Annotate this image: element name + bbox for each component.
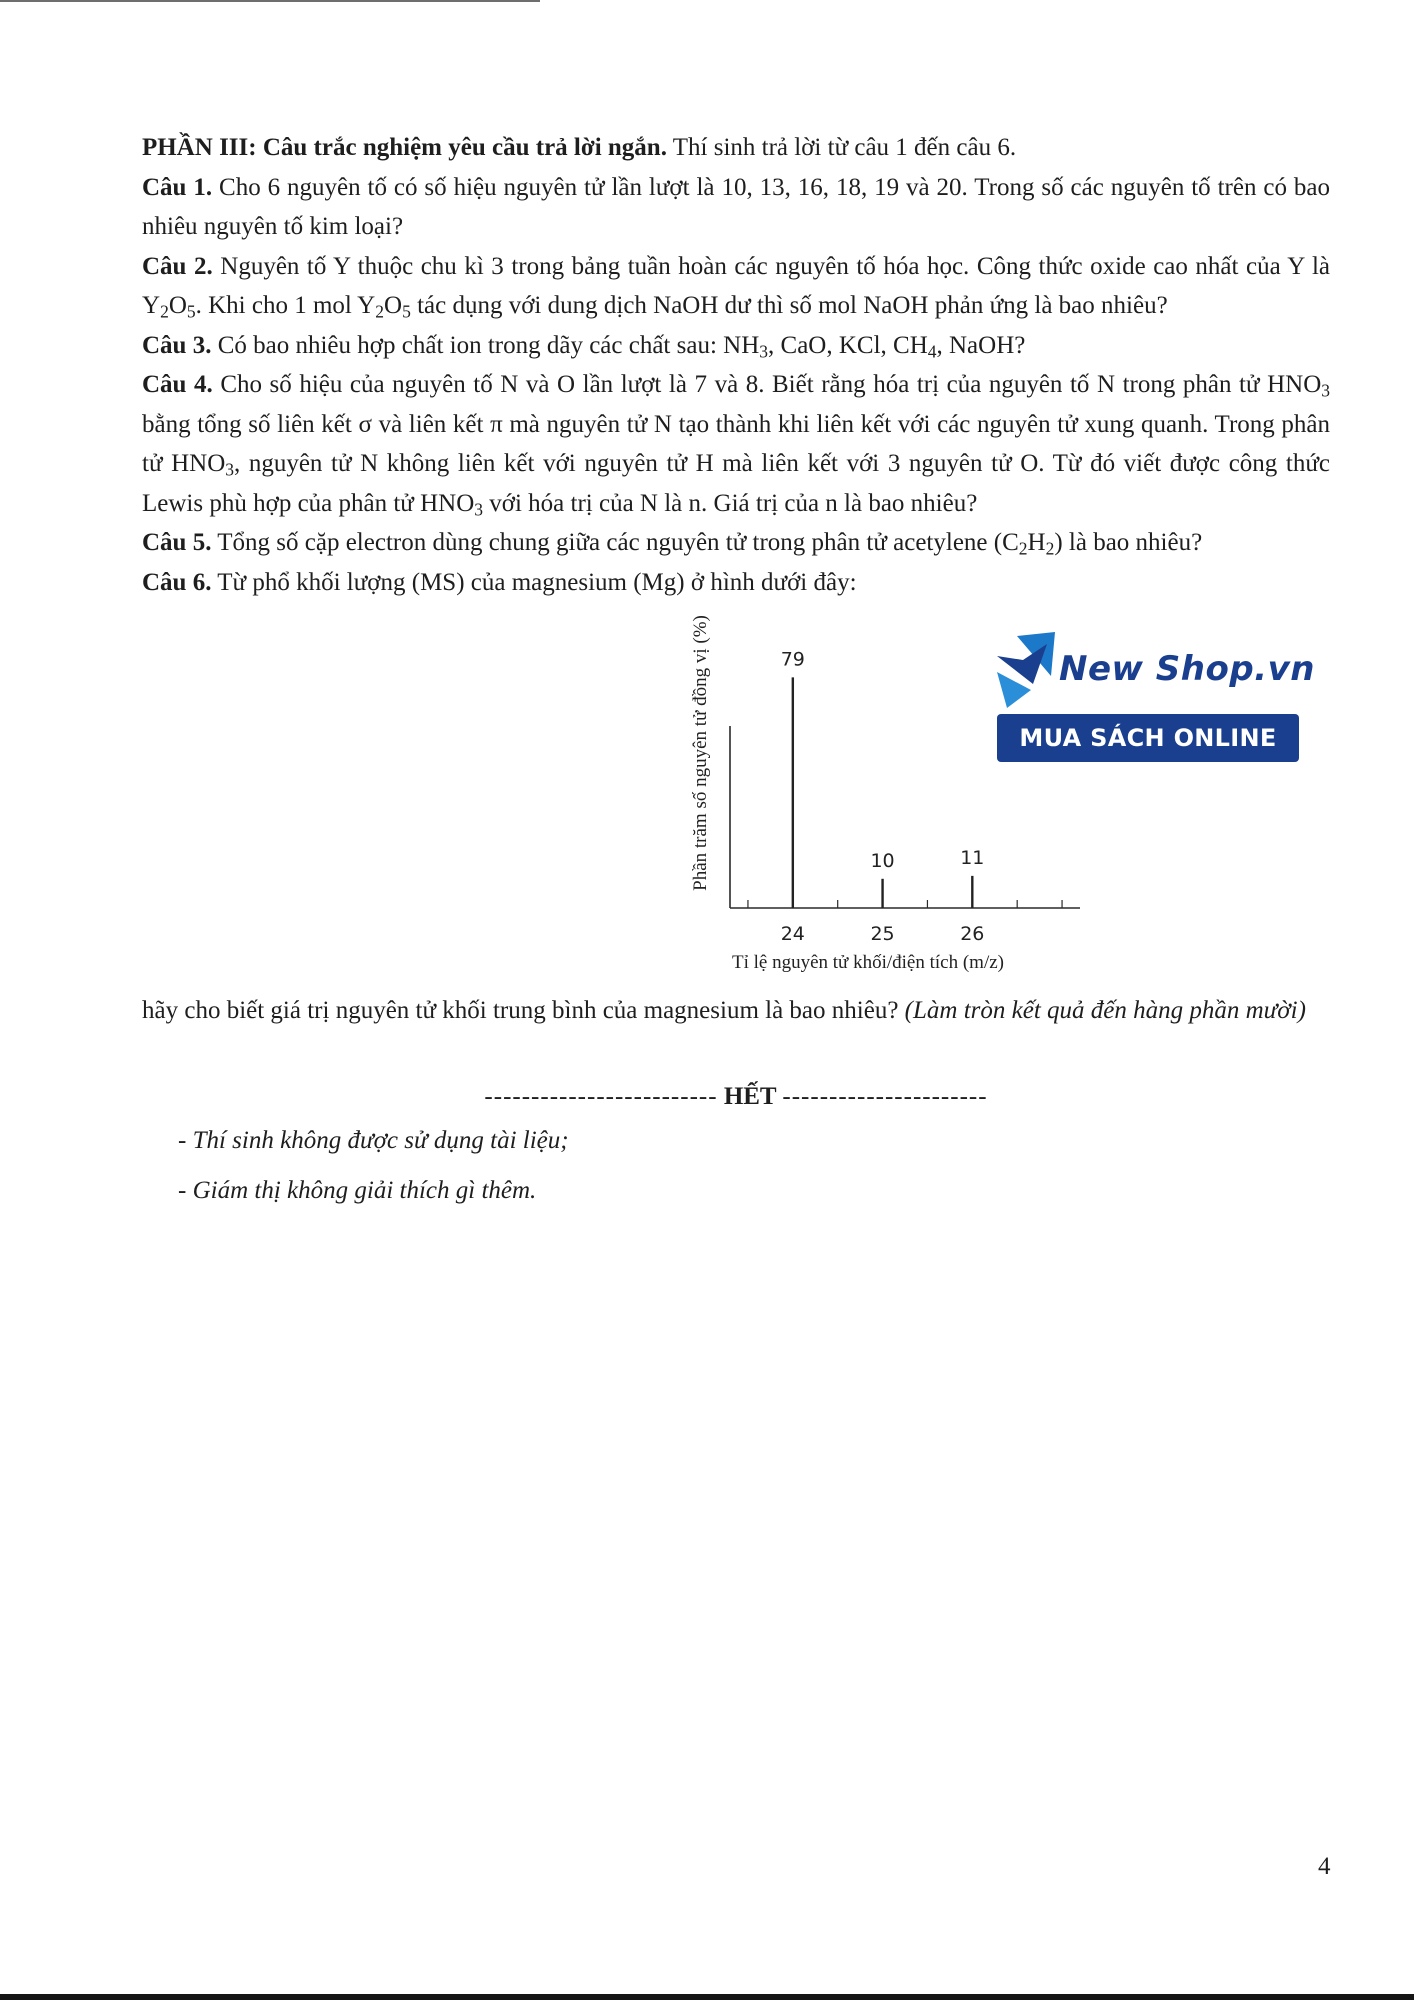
question-text: , NaOH? — [936, 331, 1026, 359]
question-text: Cho 6 nguyên tố có số hiệu nguyên tử lần lượt là 10, 13, 16, 18, 19 và 20. Trong số các nguyên tố trên có bao nhiêu nguyên tố kim loại? — [142, 173, 1330, 240]
end-marker — [142, 1077, 1330, 1117]
end-dash-right: ---------------------- — [782, 1082, 988, 1110]
question-text: Có bao nhiêu hợp chất ion trong dãy các chất sau: NH — [211, 331, 760, 359]
logo-name: New Shop.vn — [1059, 649, 1315, 689]
question-3 — [142, 326, 1330, 366]
mass-spectrum-figure — [142, 606, 1330, 991]
subscript: 3 — [474, 498, 484, 519]
subscript: 5 — [402, 301, 411, 322]
question-text: Nguyên tố Y thuộc chu kì 3 trong bảng tuần hoàn các nguyên tố hóa học. Công thức oxide cao nhất của Y là Y — [142, 252, 1330, 319]
y-axis-label: Phần trăm số nguyên tử đồng vị (%) — [690, 615, 711, 891]
subscript: 5 — [186, 301, 196, 322]
question-text: bằng tổng số liên kết σ và liên kết π mà nguyên tử N tạo thành khi liên kết với các nguyên tử xung quanh. Trong phân tử HNO — [142, 410, 1330, 477]
question-text: ) là bao nhiêu? — [1054, 529, 1203, 556]
scan-edge-top — [0, 0, 540, 2]
question-label: Câu 6. — [142, 568, 212, 596]
peak-value-label: 10 — [870, 849, 895, 872]
subscript: 3 — [225, 459, 234, 480]
subscript: 4 — [927, 340, 937, 361]
x-tick-label: 24 — [780, 923, 805, 945]
question-6-continuation — [142, 991, 1330, 1031]
question-text: . Khi cho 1 mol Y — [195, 292, 376, 319]
question-label: Câu 3. — [142, 331, 212, 359]
question-text: với hóa trị của N là n. Giá trị của n là bao nhiêu? — [483, 489, 978, 517]
subscript: 2 — [160, 301, 169, 322]
logo-band: MUA SÁCH ONLINE — [997, 714, 1299, 762]
question-text: tác dụng với dung dịch NaOH dư thì số mol NaOH phản ứng là bao nhiêu? — [410, 292, 1168, 319]
question-text: , nguyên tử N không liên kết với nguyên tử H mà liên kết với 3 nguyên tử O. Từ đó viết được công thức Lewis phù hợp của phân tử HNO — [142, 450, 1330, 517]
question-text: Tổng số cặp electron dùng chung giữa các nguyên tử trong phân tử acetylene (C — [211, 529, 1019, 556]
x-tick-label: 25 — [870, 923, 895, 945]
question-6 — [142, 563, 1330, 603]
subscript: 3 — [759, 340, 769, 361]
end-title: HẾT — [717, 1082, 783, 1110]
end-dash-left: ------------------------- — [484, 1082, 718, 1110]
question-text: H — [1027, 529, 1046, 556]
section-header — [142, 128, 1330, 168]
question-text: Từ phổ khối lượng (MS) của magnesium (Mg) ở hình dưới đây: — [211, 568, 857, 596]
question-text: O — [384, 292, 403, 319]
rounding-note: (Làm tròn kết quả đến hàng phần mười) — [904, 997, 1306, 1024]
section-heading: PHẦN III: Câu trắc nghiệm yêu cầu trả lời ngắn. — [142, 134, 667, 161]
question-label: Câu 1. — [142, 173, 213, 201]
question-text: Cho số hiệu của nguyên tố N và O lần lượt là 7 và 8. Biết rằng hóa trị của nguyên tố N trong phân tử HNO — [212, 371, 1322, 398]
arrow-logo-icon — [997, 632, 1057, 708]
question-label: Câu 4. — [142, 371, 213, 398]
subscript: 2 — [375, 301, 384, 322]
page-content — [142, 128, 1330, 1216]
x-axis-label: Tỉ lệ nguyên tử khối/điện tích (m/z) — [731, 952, 1005, 973]
page-number: 4 — [1318, 1853, 1331, 1880]
question-5 — [142, 523, 1330, 563]
question-2 — [142, 247, 1330, 326]
question-text: O — [168, 292, 187, 319]
peak-value-label: 11 — [960, 846, 985, 869]
note-item: - Giám thị không giải thích gì thêm. — [178, 1177, 537, 1204]
section-instruction: Thí sinh trả lời từ câu 1 đến câu 6. — [666, 134, 1017, 161]
scan-edge-bottom — [0, 1994, 1414, 2000]
question-label: Câu 2. — [142, 252, 213, 280]
question-1 — [142, 168, 1330, 247]
peak-value-label: 79 — [780, 648, 805, 671]
newshop-logo — [997, 632, 1317, 762]
continuation-text: hãy cho biết giá trị nguyên tử khối trung bình của magnesium là bao nhiêu? — [142, 997, 905, 1024]
subscript: 2 — [1018, 538, 1028, 559]
question-4 — [142, 365, 1330, 523]
question-text: , CaO, KCl, CH — [768, 331, 928, 359]
note-item: - Thí sinh không được sử dụng tài liệu; — [178, 1127, 569, 1154]
subscript: 2 — [1045, 538, 1055, 559]
question-label: Câu 5. — [142, 529, 212, 556]
x-tick-label: 26 — [960, 923, 985, 945]
subscript: 3 — [1321, 380, 1330, 401]
